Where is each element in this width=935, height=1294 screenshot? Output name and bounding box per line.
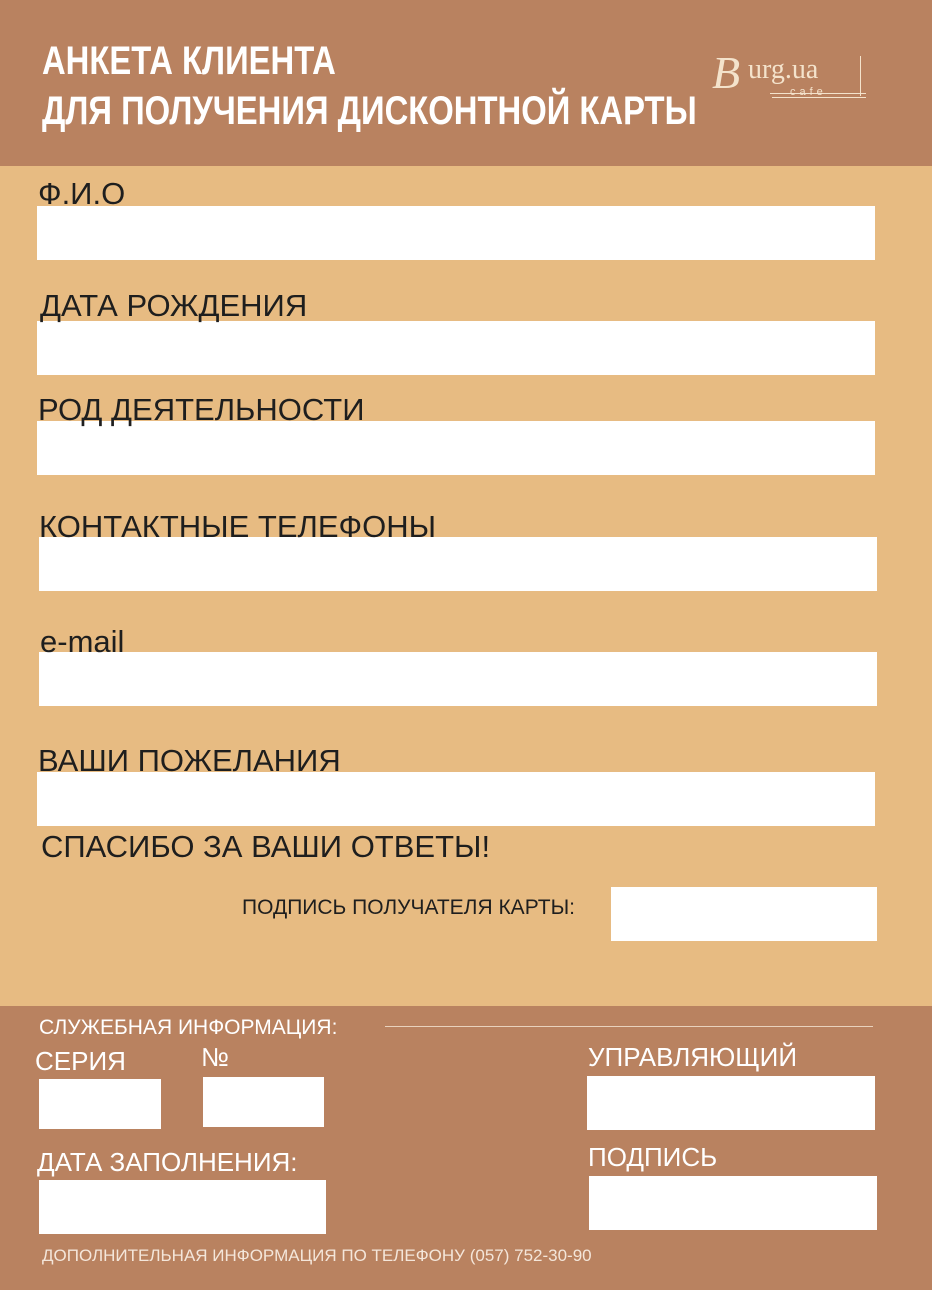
- manager-signature-field[interactable]: [589, 1176, 877, 1230]
- recipient-signature-label: ПОДПИСЬ ПОЛУЧАТЕЛЯ КАРТЫ:: [242, 896, 576, 919]
- email-field[interactable]: [39, 652, 877, 706]
- title-line-2: ДЛЯ ПОЛУЧЕНИЯ ДИСКОНТНОЙ КАРТЫ: [42, 89, 697, 133]
- service-info-heading: СЛУЖЕБНАЯ ИНФОРМАЦИЯ:: [39, 1016, 338, 1039]
- full-name-field[interactable]: [37, 206, 875, 260]
- occupation-field[interactable]: [37, 421, 875, 475]
- fill-date-label: ДАТА ЗАПОЛНЕНИЯ:: [37, 1147, 298, 1177]
- burg-ua-logo: [712, 47, 872, 104]
- logo-name: urg.ua: [748, 54, 819, 85]
- logo-initial: B: [712, 47, 741, 98]
- field-label-phones: КОНТАКТНЫЕ ТЕЛЕФОНЫ: [39, 509, 437, 544]
- field-label-occupation: РОД ДЕЯТЕЛЬНОСТИ: [38, 392, 365, 427]
- thanks-text: СПАСИБО ЗА ВАШИ ОТВЕТЫ!: [41, 829, 491, 864]
- series-field[interactable]: [39, 1079, 161, 1129]
- fill-date-field[interactable]: [39, 1180, 326, 1234]
- recipient-signature-field[interactable]: [611, 887, 877, 941]
- field-label-birth-date: ДАТА РОЖДЕНИЯ: [40, 288, 308, 323]
- manager-label: УПРАВЛЯЮЩИЙ: [588, 1042, 798, 1072]
- number-field[interactable]: [203, 1077, 324, 1127]
- logo-rule: [860, 56, 861, 96]
- manager-signature-label: ПОДПИСЬ: [588, 1142, 718, 1172]
- title-line-1: АНКЕТА КЛИЕНТА: [42, 39, 336, 83]
- series-label: СЕРИЯ: [35, 1046, 126, 1076]
- birth-date-field[interactable]: [37, 321, 875, 375]
- form-title: [42, 36, 697, 136]
- field-label-wishes: ВАШИ ПОЖЕЛАНИЯ: [38, 743, 341, 778]
- field-label-email: e-mail: [40, 624, 125, 659]
- field-label-full-name: Ф.И.О: [38, 176, 126, 211]
- manager-field[interactable]: [587, 1076, 875, 1130]
- phones-field[interactable]: [39, 537, 877, 591]
- number-label: №: [201, 1042, 229, 1072]
- logo-subtitle: cafe: [790, 86, 827, 98]
- service-divider: [385, 1026, 873, 1027]
- header-band: [0, 0, 932, 166]
- wishes-field[interactable]: [37, 772, 875, 826]
- phone-info-line: ДОПОЛНИТЕЛЬНАЯ ИНФОРМАЦИЯ ПО ТЕЛЕФОНУ (057) 752-30-90: [42, 1246, 592, 1265]
